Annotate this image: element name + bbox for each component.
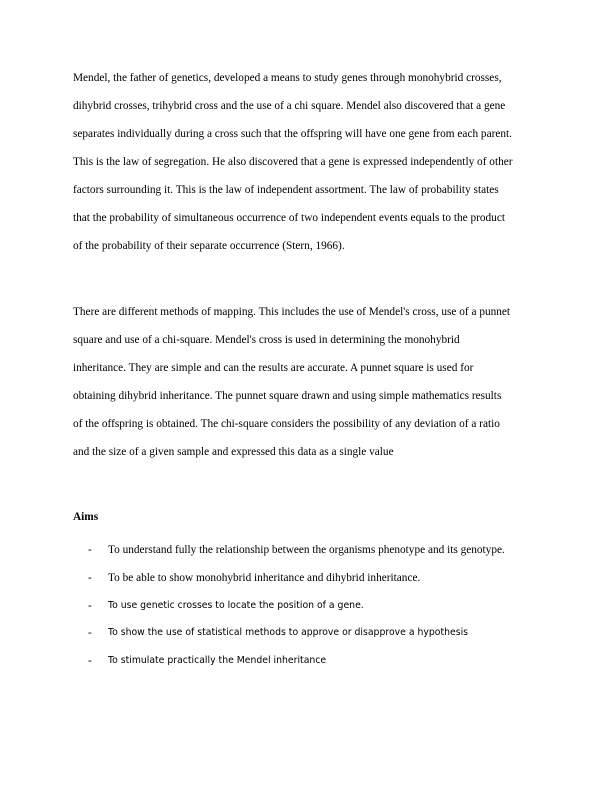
paragraph-line: separates individually during a cross such that the offspring will have one gene from each parent.: [73, 128, 512, 140]
paragraph-line: and the size of a given sample and expressed this data as a single value: [73, 446, 394, 458]
aims-heading: Aims: [73, 511, 99, 523]
dash-bullet: -: [88, 627, 92, 639]
aim-text: To be able to show monohybrid inheritance and dihybrid inheritance.: [108, 572, 421, 584]
paragraph-line: of the offspring is obtained. The chi-square considers the possibility of any deviation of a ratio: [73, 418, 500, 430]
paragraph-line: that the probability of simultaneous occurrence of two independent events equals to the product: [73, 212, 505, 224]
paragraph-line: There are different methods of mapping. This includes the use of Mendel's cross, use of a punnet: [73, 306, 511, 318]
paragraph-line: square and use of a chi-square. Mendel's cross is used in determining the monohybrid: [73, 334, 460, 346]
aim-text: To use genetic crosses to locate the position of a gene.: [108, 600, 364, 611]
aim-text: To stimulate practically the Mendel inheritance: [108, 655, 327, 666]
paragraph-line: This is the law of segregation. He also discovered that a gene is expressed independently of other: [73, 156, 513, 168]
dash-bullet: -: [88, 655, 92, 667]
paragraph-mapping-methods: [73, 305, 543, 473]
paragraph-mendel-laws: [73, 71, 543, 267]
paragraph-line: inheritance. They are simple and can the results are accurate. A punnet square is used for: [73, 362, 474, 374]
paragraph-line: dihybrid crosses, trihybrid cross and the use of a chi square. Mendel also discovered that a gene: [73, 100, 506, 112]
aim-text: To understand fully the relationship between the organisms phenotype and its genotype.: [108, 544, 505, 556]
dash-bullet: -: [88, 572, 92, 584]
dash-bullet: -: [88, 600, 92, 612]
dash-bullet: -: [88, 544, 92, 556]
paragraph-line: obtaining dihybrid inheritance. The punnet square drawn and using simple mathematics results: [73, 390, 502, 402]
paragraph-line: Mendel, the father of genetics, developed a means to study genes through monohybrid crosses,: [73, 72, 502, 84]
paragraph-line: of the probability of their separate occurrence (Stern, 1966).: [73, 240, 345, 252]
aim-text: To show the use of statistical methods to approve or disapprove a hypothesis: [108, 627, 469, 638]
paragraph-line: factors surrounding it. This is the law of independent assortment. The law of probability states: [73, 184, 499, 196]
